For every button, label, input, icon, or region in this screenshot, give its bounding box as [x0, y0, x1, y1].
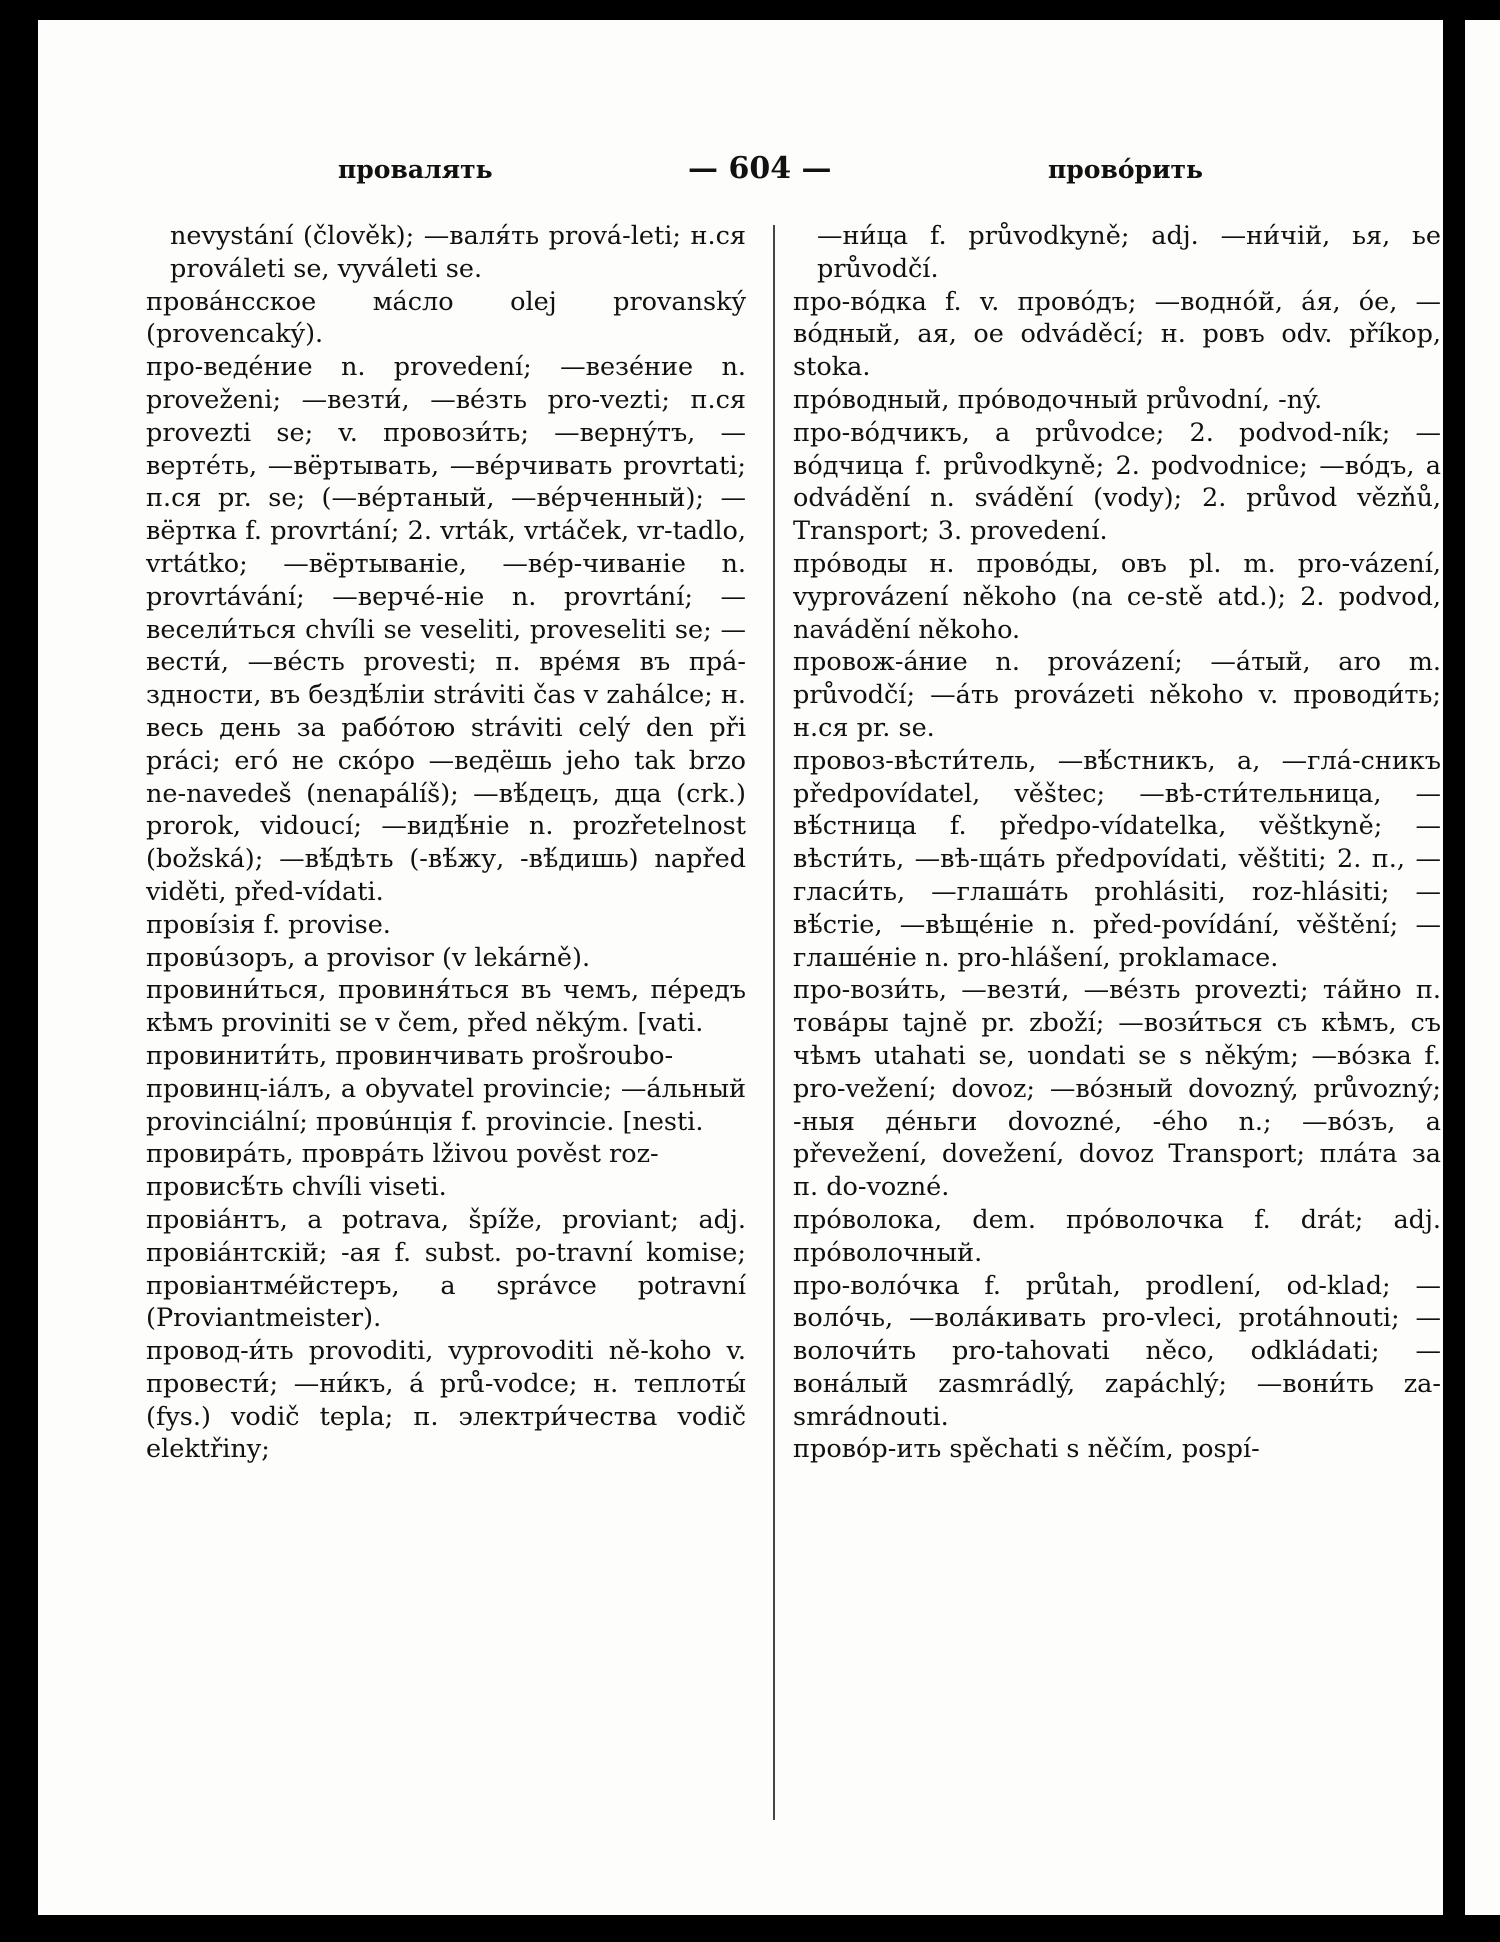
dictionary-entry: прóводный, прóводочный průvodní, -ný.	[793, 384, 1323, 415]
running-head	[38, 151, 1443, 195]
dictionary-entry: провоз-вѣсти́тель, —вѣ́стникъ, a, —глá-сникъ předpovídatel, věštec; —вѣ-сти́тельница, —вѣ́стница f. předpo-vídatelka, věštkyně; —вѣсти́ть, —вѣ-щáть předpovídati, věštiti; 2. п., —гласи́ть, —глашáть prohlásiti, roz-hlásiti; —вѣ́стіе, —вѣщéніе n. před-povídání, věštění; —глашéніе n. pro-hlášení, proklamace.	[793, 745, 1441, 973]
page-number: — 604 —	[688, 151, 832, 186]
dictionary-entry: прóводы н. провóды, овъ pl. m. pro-vázení, vyprovázení někoho (na ce-stě atd.); 2. podvod, navádění někoho.	[793, 548, 1441, 645]
page-gutter	[1443, 20, 1465, 1915]
dictionary-page	[38, 20, 1443, 1915]
dictionary-entry: прóволока, dem. прóволочка f. drát; adj. прóволочный.	[793, 1204, 1441, 1268]
dictionary-entry: провúзоръ, a provisor (v lekárně).	[146, 942, 591, 973]
dictionary-entry: провисѣ́ть chvíli viseti.	[146, 1172, 447, 1203]
running-head-first-word: провалять	[338, 155, 493, 184]
dictionary-entry: про-вóдка f. v. провóдъ; —воднóй, áя, óе, —вóдный, ая, ое odváděcí; н. ровъ odv. příkop, stoka.	[793, 286, 1441, 383]
entry-continued: —ни́ца f. průvodkyně; adj. —ни́чій, ья, ье průvodčí.	[817, 221, 1441, 284]
dictionary-entry: провíзія f. provise.	[146, 909, 391, 940]
scan-border	[0, 1920, 1500, 1942]
dictionary-entry: про-вóдчикъ, a průvodce; 2. podvod-ník; —вóдчица f. průvodkyně; 2. podvodnice; —вóдъ, a odvádění n. svádění (vody); 2. průvod vězňů, Transport; 3. provedení.	[793, 417, 1441, 547]
right-column	[793, 220, 1441, 1466]
entry-continued: nevystání (člověk); —валя́ть prová-leti; н.ся prováleti se, vyváleti se.	[170, 221, 746, 284]
dictionary-entry: про-ведéние n. provedení; —везéние n. proveženi; —везти́, —вéзть pro-vezti; п.ся provezti se; v. провози́ть; —вернýтъ, —вертéть, —вёртывать, —вéрчивать provrtati; п.ся pr. se; (—вéртаный, —вéрченный); —вёртка f. provrtání; 2. vrták, vrtáček, vr-tadlo, vrtátko; —вёртываніе, —вéр-чиваніе n. provrtávání; —верчé-ніе n. provrtání; —весели́ться chvíli se veseliti, proveseliti se; —вести́, —вéсть provesti; п. врéмя въ прá-здности, въ бездѣ́ліи stráviti čas v zahálce; н. весь день за рабóтою stráviti celý den při práci; егó не скóро —ведёшь jeho tak brzo ne-navedeš (nenapálíš); —вѣ́децъ, дца (crk.) prorok, vidoucí; —видѣ́ніе n. prozřetelnost (božská); —вѣ́дѣть (-вѣ́жу, -вѣ́дишь) napřed viděti, před-vídati.	[146, 352, 746, 907]
dictionary-entry: провинц-iáлъ, a obyvatel provincie; —áльный provinciální; провúнція f. provincie. [nesti.	[146, 1073, 746, 1137]
dictionary-entry: провини́ться, провиня́ться въ чемъ, пéредъ кѣмъ proviniti se v čem, před někým. [vati.	[146, 975, 746, 1039]
left-column	[146, 220, 746, 1466]
dictionary-entry: провирáть, проврáть lživou pověst roz-	[146, 1139, 659, 1170]
column-divider	[773, 225, 775, 1820]
dictionary-entry: провáнсское мáсло olej provanský (provencaký).	[146, 286, 746, 350]
dictionary-entry: провіáнтъ, a potrava, špíže, proviant; adj. провіáнтскій; -ая f. subst. po-travní komise; провіантмéйстеръ, a správce potravní (Proviantmeister).	[146, 1204, 746, 1334]
running-head-last-word: провóрить	[1048, 155, 1203, 184]
dictionary-entry: про-волóчка f. průtah, prodlení, od-klad; —волóчь, —волáкивать pro-vleci, protáhnouti; —волочи́ть pro-tahovati něco, odkládati; —вонáлый zasmrádlý, zapáchlý; —вони́ть za-smrádnouti.	[793, 1270, 1441, 1432]
dictionary-entry: про-вози́ть, —везти́, —вéзть provezti; тáйно п. товáры tajně pr. zboží; —вози́ться съ кѣмъ, съ чѣмъ utahati se, uondati se s někým; —вóзка f. pro-vežení; dovoz; —вóзный dovozný, průvozný; -ныя дéньги dovozné, -ého n.; —вóзъ, a převežení, dovežení, dovoz Transport; плáта за п. do-vozné.	[793, 975, 1441, 1203]
dictionary-entry: провож-áние n. provázení; —áтый, aro m. průvodčí; —áть provázeti někoho v. проводи́ть; н.ся pr. se.	[793, 647, 1441, 743]
dictionary-entry: провинити́ть, провинчивать prošroubo-	[146, 1040, 674, 1071]
dictionary-entry: провóр-ить spěchati s něčím, pospí-	[793, 1434, 1260, 1465]
next-page-edge	[1465, 20, 1500, 1915]
dictionary-entry: провод-и́ть provoditi, vyprovoditi ně-koho v. провести́; —ни́къ, á prů-vodce; н. теплоты́ (fys.) vodič tepla; п. электри́чества vodič elektřiny;	[146, 1336, 746, 1465]
